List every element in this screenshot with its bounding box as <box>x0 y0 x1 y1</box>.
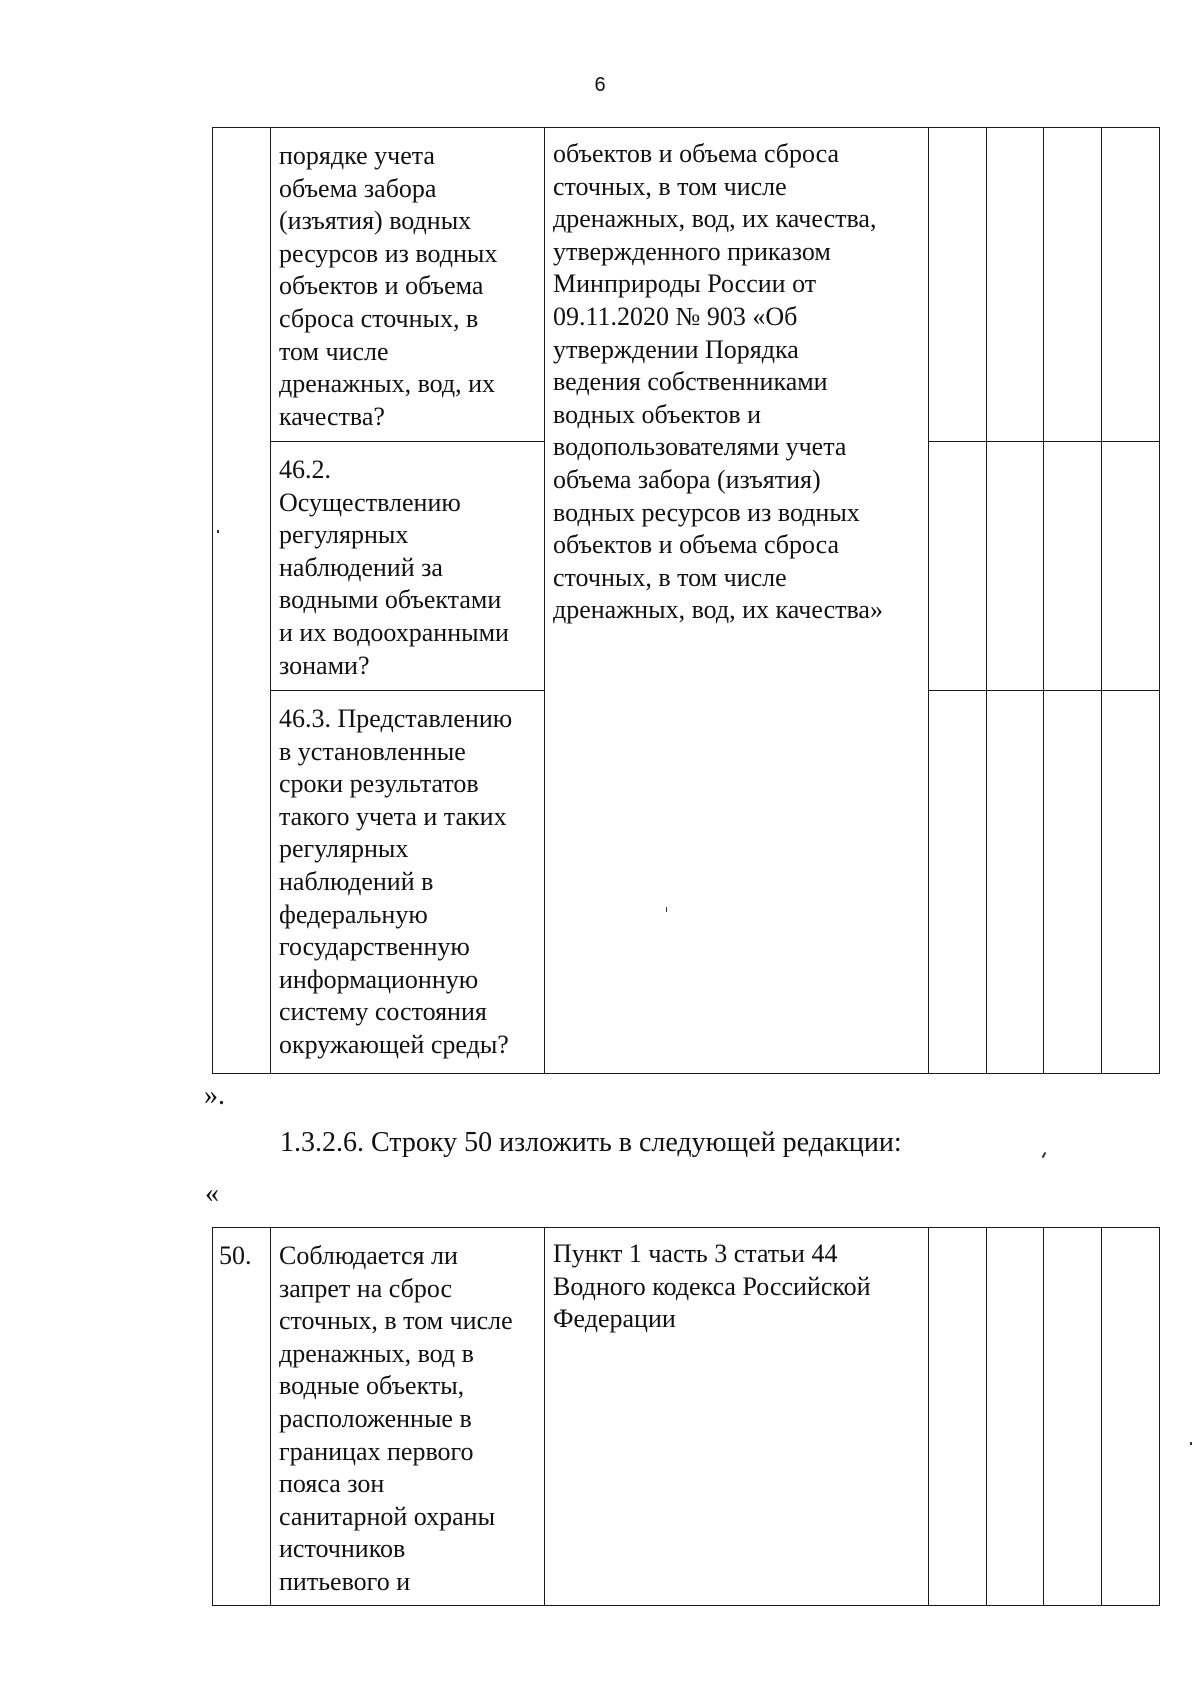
question-line: источников <box>279 1534 406 1564</box>
question-cell <box>271 691 545 1074</box>
question-line: зонами? <box>279 650 370 680</box>
amendment-instruction: 1.3.2.6. Строку 50 изложить в следующей редакции: <box>280 1127 902 1158</box>
note-cell <box>1102 691 1160 1074</box>
question-cell <box>271 442 545 691</box>
question-line: сточных, в том числе <box>279 1306 513 1336</box>
closing-quote: ». <box>204 1080 225 1111</box>
answer-yes-cell <box>929 442 987 691</box>
row-number-cell <box>213 128 271 1074</box>
note-cell <box>1102 442 1160 691</box>
scan-artifact <box>217 530 219 533</box>
reference-line: водных объектов и <box>553 399 762 429</box>
question-line: систему состояния <box>279 997 487 1027</box>
question-line: питьевого и <box>279 1566 411 1596</box>
reference-line: водопользователями учета <box>553 432 847 462</box>
question-line: информационную <box>279 964 479 994</box>
note-cell <box>1102 1228 1160 1606</box>
legal-reference-cell <box>545 1228 929 1606</box>
question-line: ресурсов из водных <box>279 238 498 268</box>
question-line: границах первого <box>279 1436 474 1466</box>
reference-line: Федерации <box>553 1304 676 1334</box>
answer-not-applicable-cell <box>1044 1228 1102 1606</box>
reference-line: ведения собственниками <box>553 367 828 397</box>
question-line: дренажных, вод в <box>279 1338 474 1368</box>
question-line: объектов и объема <box>279 271 484 301</box>
question-cell <box>271 128 545 442</box>
note-cell <box>1102 128 1160 442</box>
question-line: регулярных <box>279 520 409 550</box>
reference-line: сточных, в том числе <box>553 562 787 592</box>
question-line: 46.2. <box>279 455 331 484</box>
question-line: 46.3. Представлению <box>279 704 513 733</box>
question-line: водные объекты, <box>279 1371 465 1401</box>
question-line: окружающей среды? <box>279 1029 509 1059</box>
checklist-table-continued <box>212 127 1160 1074</box>
question-line: регулярных <box>279 834 409 864</box>
question-line: федеральную <box>279 899 428 929</box>
reference-line: Пункт 1 часть 3 статьи 44 <box>553 1239 838 1268</box>
question-line: государственную <box>279 932 470 962</box>
page-number: 6 <box>594 74 606 96</box>
answer-yes-cell <box>929 691 987 1074</box>
reference-line: 09.11.2020 № 903 «Об <box>553 301 798 331</box>
answer-not-applicable-cell <box>1044 442 1102 691</box>
question-line: в установленные <box>279 736 466 766</box>
answer-not-applicable-cell <box>1044 691 1102 1074</box>
reference-line: Минприроды России от <box>553 269 817 299</box>
reference-line: объектов и объема сброса <box>553 530 840 560</box>
legal-reference-cell <box>545 128 929 1074</box>
reference-line: объема забора (изъятия) <box>553 464 821 494</box>
scan-artifact <box>1042 1152 1047 1158</box>
reference-line: сточных, в том числе <box>553 171 787 201</box>
question-line: Соблюдается ли <box>279 1241 458 1270</box>
row-number-cell: 50. <box>213 1228 271 1606</box>
answer-no-cell <box>987 1228 1044 1606</box>
scan-artifact <box>1190 1442 1192 1445</box>
reference-line: дренажных, вод, их качества, <box>553 204 877 234</box>
question-line: объема забора <box>279 173 437 203</box>
question-line: водными объектами <box>279 585 502 615</box>
table-row <box>213 128 1160 442</box>
question-line: санитарной охраны <box>279 1501 496 1531</box>
question-line: запрет на сброс <box>279 1273 453 1303</box>
question-line: сброса сточных, в <box>279 303 479 333</box>
answer-not-applicable-cell <box>1044 128 1102 442</box>
question-line: наблюдений в <box>279 866 434 896</box>
reference-line: утверждении Порядка <box>553 334 799 364</box>
question-line: расположенные в <box>279 1403 472 1433</box>
question-line: наблюдений за <box>279 552 443 582</box>
answer-no-cell <box>987 128 1044 442</box>
question-line: порядке учета <box>279 141 435 170</box>
answer-yes-cell <box>929 128 987 442</box>
question-line: (изъятия) водных <box>279 206 472 236</box>
table-row <box>213 1228 1160 1606</box>
reference-line: утвержденного приказом <box>553 236 831 266</box>
question-line: качества? <box>279 401 385 431</box>
answer-no-cell <box>987 442 1044 691</box>
reference-line: дренажных, вод, их качества» <box>553 595 883 625</box>
reference-line: объектов и объема сброса <box>553 139 840 168</box>
question-cell <box>271 1228 545 1606</box>
question-line: и их водоохранными <box>279 617 509 647</box>
question-line: такого учета и таких <box>279 801 507 831</box>
checklist-table-row-50 <box>212 1227 1160 1606</box>
reference-line: Водного кодекса Российской <box>553 1271 871 1301</box>
question-line: Осуществлению <box>279 487 461 517</box>
reference-line: водных ресурсов из водных <box>553 497 860 527</box>
question-line: дренажных, вод, их <box>279 369 496 399</box>
question-line: том числе <box>279 336 389 366</box>
answer-yes-cell <box>929 1228 987 1606</box>
answer-no-cell <box>987 691 1044 1074</box>
question-line: пояса зон <box>279 1469 385 1499</box>
question-line: сроки результатов <box>279 769 479 799</box>
scan-artifact <box>666 907 667 912</box>
opening-quote: « <box>205 1178 219 1209</box>
